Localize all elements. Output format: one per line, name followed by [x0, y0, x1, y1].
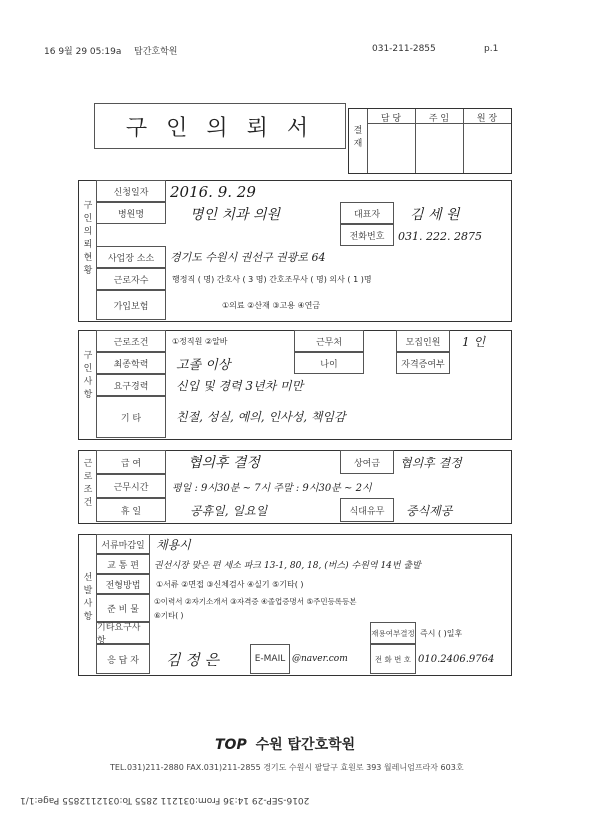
- rehire-label: 재용여부결정: [370, 622, 416, 644]
- docs-options-2: ⑥기타( ): [154, 610, 184, 620]
- approval-box: [348, 108, 512, 174]
- hire-count-value: 1 인: [462, 334, 486, 349]
- document-title-box: [94, 103, 346, 149]
- fax-timestamp: 16 9월 29 05:19a: [44, 47, 122, 57]
- hire-count-label: 모집인원: [396, 330, 450, 352]
- insurance-label: 가입보험: [96, 290, 166, 320]
- phone-label: 전화번호: [340, 224, 394, 246]
- ceo-value: 김 세 원: [410, 207, 460, 223]
- applicant-side-label: 구인의뢰현황: [83, 201, 93, 276]
- other-label: 기 타: [96, 396, 166, 438]
- contact-value: 김 정 은: [166, 650, 220, 669]
- method-options: ①서류 ②면접 ③신체검사 ④실기 ⑤기타( ): [156, 579, 304, 589]
- salary-label: 급 여: [96, 450, 166, 474]
- email-label: E-MAIL: [250, 644, 290, 674]
- fax-sender: 탑간호학원: [134, 47, 178, 57]
- transport-label: 교 통 편: [96, 554, 150, 574]
- qualification-label: 자격증여부: [396, 352, 450, 374]
- extra-label: 기타요구사항: [96, 622, 150, 644]
- fax-page: p.1: [484, 44, 499, 54]
- hospital-value: 명인 치과 의원: [190, 207, 281, 223]
- bonus-label: 상여금: [340, 450, 394, 474]
- phone-value: 031. 222. 2875: [398, 229, 482, 243]
- footer-logo-text: 수원 탑간호학원: [255, 737, 356, 753]
- hospital-label: 병원명: [96, 202, 166, 224]
- method-label: 전형방법: [96, 574, 150, 594]
- fax-transmission-line: 2016-SEP-29 14:36 From:031211 2855 To:0312112855 Page:1/1: [20, 795, 310, 805]
- address-label: 사업장 소소: [96, 246, 166, 268]
- work-side-label: 근로조건: [83, 459, 93, 508]
- age-label: 나이: [294, 352, 364, 374]
- condition-label: 근로조건: [96, 330, 166, 352]
- welfare-value: 중식제공: [406, 503, 453, 518]
- fax-phone: 031-211-2855: [372, 44, 436, 54]
- address-value: 경기도 수원시 권선구 권광로 64: [170, 251, 326, 264]
- education-value: 고졸 이상: [176, 357, 231, 373]
- hours-label: 근무시간: [96, 474, 166, 498]
- career-value: 신입 및 경력 3년차 미만: [176, 378, 304, 393]
- transport-value: 권선시장 맞은 편 세소 파크 13-1, 80, 18, (버스) 수원역 14번 출발: [154, 560, 421, 571]
- date-value: 2016. 9. 29: [170, 183, 256, 201]
- career-label: 요구경력: [96, 374, 166, 396]
- workers-value: 행정직 ( 명) 간호사 ( 3 명) 간호조무사 ( 명) 의사 ( 1 )명: [172, 274, 372, 284]
- footer-logo: [215, 734, 355, 754]
- shift-label: 근무처: [294, 330, 364, 352]
- job-side-label: 구인사항: [83, 351, 93, 400]
- workers-label: 근로자수: [96, 268, 166, 290]
- document-title: 구 인 의 뢰 서: [125, 115, 315, 141]
- ceo-label: 대표자: [340, 202, 394, 224]
- holiday-label: 휴 일: [96, 498, 166, 522]
- education-label: 최종학력: [96, 352, 166, 374]
- email-value: @naver.com: [292, 654, 348, 664]
- salary-value: 협의후 결정: [188, 455, 261, 471]
- condition-value: ①정직원 ②알바: [172, 336, 228, 346]
- other-value: 친절, 성실, 예의, 인사성, 책임감: [176, 409, 346, 424]
- docs-options-1: ①이력서 ②자기소개서 ③자격증 ④졸업증명서 ⑤주민등록등본: [154, 596, 357, 606]
- rehire-value: 즉시 ( )일후: [420, 628, 463, 638]
- holiday-value: 공휴일, 일요일: [190, 503, 268, 518]
- date-label: 신청일자: [96, 180, 166, 202]
- approval-col-1: 담 당: [380, 114, 402, 124]
- deadline-label: 서류마감일: [96, 534, 150, 554]
- hours-value: 평일 : 9시30분 ~ 7시 주말 : 9시30분 ~ 2시: [172, 482, 372, 494]
- logo-icon: TOP: [215, 737, 247, 753]
- mobile-label: 전 화 번 호: [370, 644, 416, 674]
- insurance-options: ①의료 ②산재 ③고용 ④연금: [222, 300, 321, 310]
- docs-label: 준 비 물: [96, 594, 150, 622]
- welfare-label: 식대유무: [340, 498, 394, 522]
- approval-side-label: 결재: [353, 126, 363, 149]
- mobile-value: 010.2406.9764: [418, 653, 495, 665]
- footer-address: TEL.031)211-2880 FAX.031)211-2855 경기도 수원시 팔달구 효원로 393 월레니엄프라자 603호: [110, 763, 464, 772]
- approval-col-3: 원 장: [476, 114, 498, 124]
- deadline-value: 채용시: [156, 537, 191, 552]
- approval-col-2: 주 임: [428, 114, 450, 124]
- bonus-value: 협의후 결정: [400, 455, 462, 470]
- selection-side-label: 선발사항: [83, 573, 93, 622]
- contact-label: 응 답 자: [96, 644, 150, 674]
